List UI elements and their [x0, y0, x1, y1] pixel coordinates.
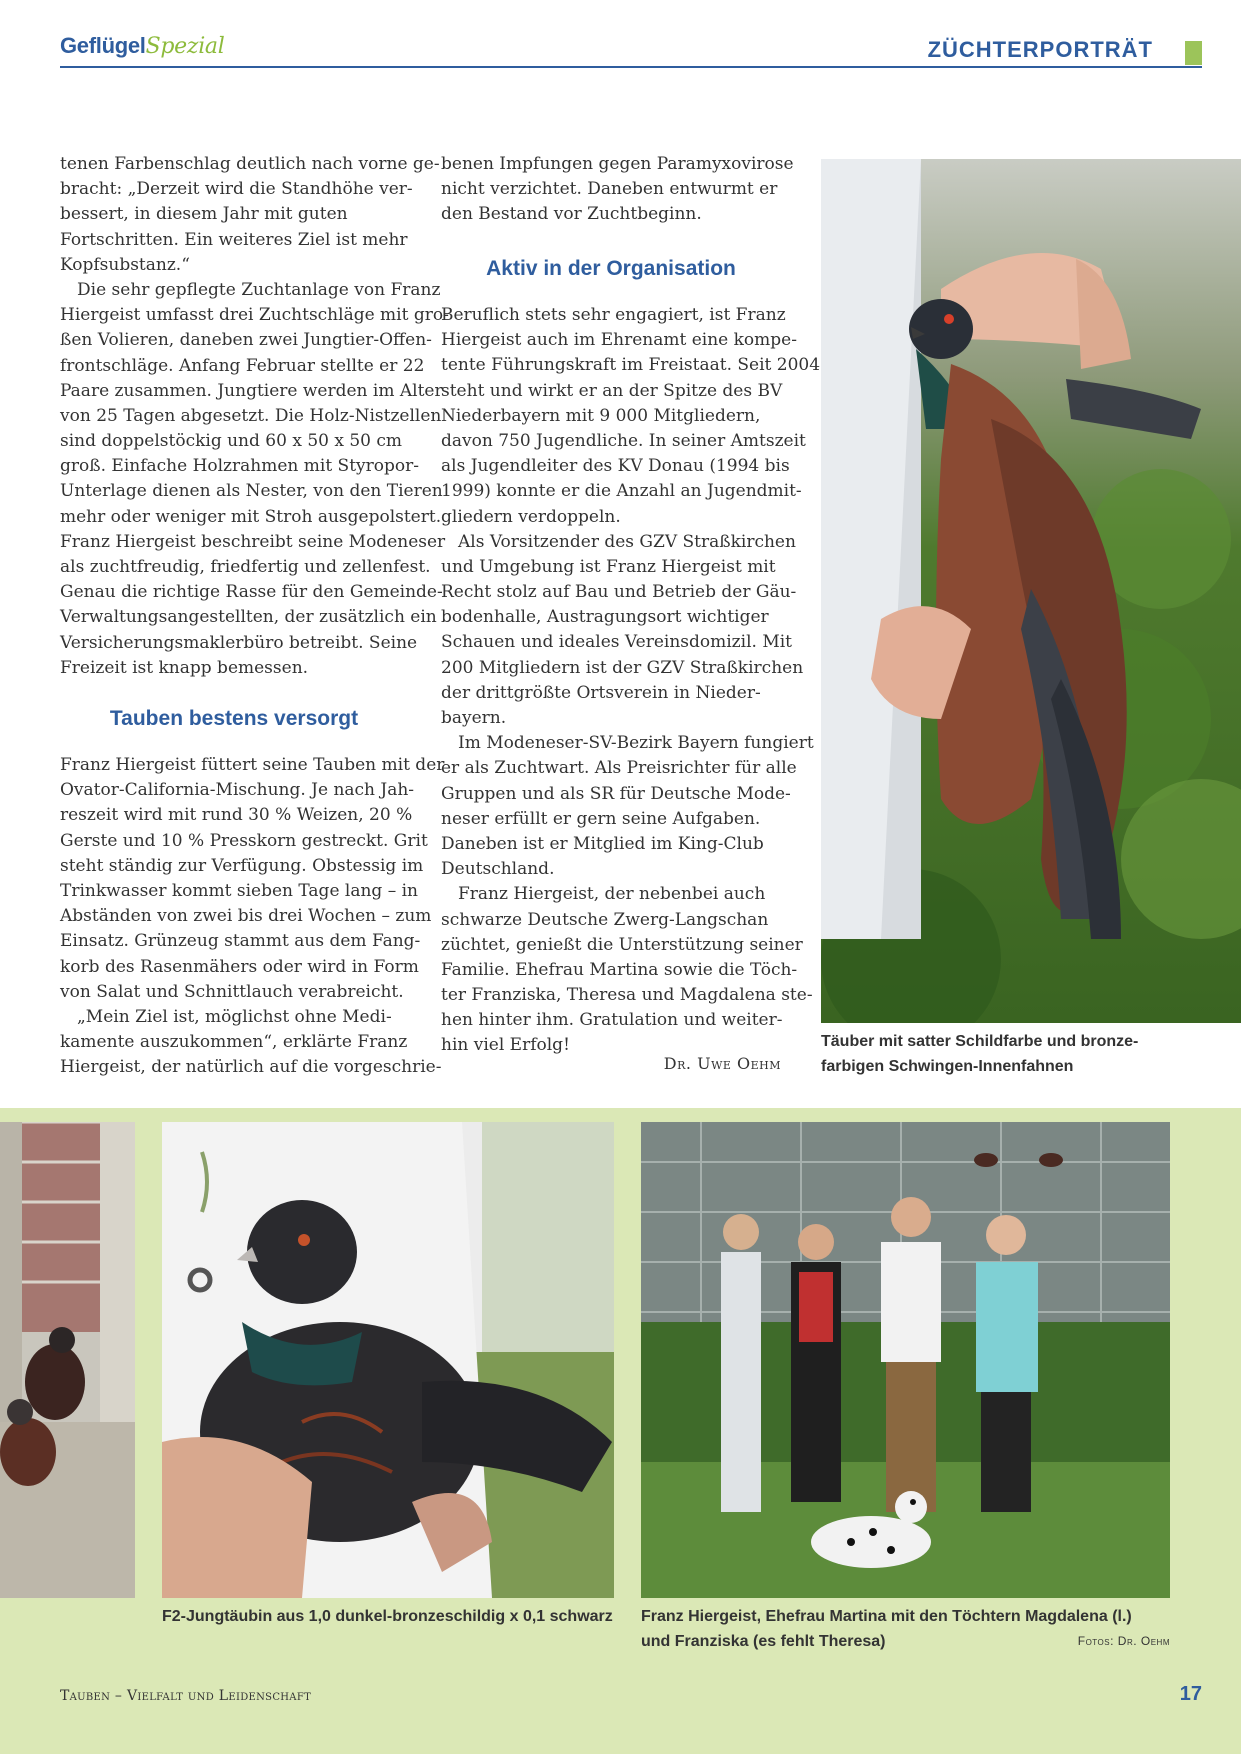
text-line: mehr oder weniger mit Stroh ausgepolstert. [60, 506, 442, 527]
text-line: Im Modeneser-SV-Bezirk Bayern fungiert [458, 733, 814, 754]
text-line: Unterlage dienen als Nester, von den Tieren [60, 481, 443, 502]
section-marker [1185, 41, 1202, 65]
photo-young-pigeon-hen [162, 1122, 614, 1598]
section-title: ZÜCHTERPORTRÄT [927, 37, 1153, 62]
text-line: Fortschritten. Ein weiteres Ziel ist mehr [60, 229, 408, 250]
text-line: gliedern verdoppeln. [441, 506, 621, 527]
text-line: ßen Volieren, daneben zwei Jungtier-Offen- [60, 330, 432, 351]
text-line: groß. Einfache Holzrahmen mit Styropor- [60, 456, 419, 477]
text-line: 200 Mitgliedern ist der GZV Straßkirchen [441, 657, 804, 678]
text-line: hin viel Erfolg! [441, 1035, 570, 1056]
photo-credit: Fotos: Dr. Oehm [1077, 1634, 1170, 1648]
text-line: Niederbayern mit 9 000 Mitgliedern, [441, 405, 761, 426]
text-line: Einsatz. Grünzeug stammt aus dem Fang- [60, 931, 421, 952]
page-number: 17 [1179, 1683, 1202, 1705]
text-line: Hiergeist, der natürlich auf die vorgeschrie- [60, 1057, 442, 1078]
article-column-2b [441, 303, 821, 1059]
text-line: Franz Hiergeist füttert seine Tauben mit der [60, 755, 445, 775]
text-line: Verwaltungsangestellten, der zusätzlich ein [60, 607, 437, 628]
text-line: korb des Rasenmähers oder wird in Form [60, 956, 419, 977]
text-line: Die sehr gepflegte Zuchtanlage von Franz [77, 279, 441, 300]
text-line: und Umgebung ist Franz Hiergeist mit [441, 556, 776, 577]
article-column-1 [60, 152, 449, 681]
caption-line: Franz Hiergeist, Ehefrau Martina mit den Töchtern Magdalena (l.) [641, 1608, 1132, 1625]
text-line: Paare zusammen. Jungtiere werden im Alter [60, 380, 443, 401]
article-column-2a [441, 152, 794, 228]
text-line: steht ständig zur Verfügung. Obstessig im [60, 855, 424, 876]
text-line: 1999) konnte er die Anzahl an Jugendmit- [441, 481, 802, 502]
text-line: „Mein Ziel ist, möglichst ohne Medi- [77, 1006, 392, 1027]
text-line: sind doppelstöckig und 60 x 50 x 50 cm [60, 431, 403, 452]
text-line: von Salat und Schnittlauch verabreicht. [60, 981, 404, 1002]
author-byline: Dr. Uwe Oehm [663, 1054, 781, 1073]
caption-line: farbigen Schwingen-Innenfahnen [821, 1058, 1074, 1075]
caption-bottom-middle: F2-Jungtäubin aus 1,0 dunkel-bronzeschildig x 0,1 schwarz [162, 1608, 613, 1625]
text-line: Genau die richtige Rasse für den Gemeinde- [60, 582, 443, 603]
text-line: Kopfsubstanz.“ [60, 254, 190, 275]
magazine-logo [60, 33, 224, 59]
text-line: benen Impfungen gegen Paramyxovirose [441, 154, 794, 174]
text-line: bessert, in diesem Jahr mit guten [60, 204, 348, 225]
text-line: Deutschland. [441, 859, 555, 880]
text-line: nicht verzichtet. Daneben entwurmt er [441, 179, 778, 200]
text-line: den Bestand vor Zuchtbeginn. [441, 204, 702, 225]
text-line: hen hinter ihm. Gratulation und weiter- [441, 1010, 783, 1031]
text-line: Schauen und ideales Vereinsdomizil. Mit [441, 632, 792, 653]
text-line: reszeit wird mit rund 30 % Weizen, 20 % [60, 805, 413, 826]
subheading-tauben: Tauben bestens versorgt [109, 707, 359, 730]
photo-family-group [641, 1122, 1170, 1598]
logo-main: Geflügel [60, 33, 146, 58]
text-line: schwarze Deutsche Zwerg-Langschan [441, 909, 769, 930]
text-line: Gruppen und als SR für Deutsche Mode- [441, 783, 791, 804]
text-line: bayern. [441, 708, 507, 728]
caption-line: Täuber mit satter Schildfarbe und bronze- [821, 1033, 1139, 1050]
text-line: er als Zuchtwart. Als Preisrichter für alle [441, 758, 797, 779]
text-line: züchtet, genießt die Unterstützung seiner [441, 934, 803, 955]
text-line: ter Franziska, Theresa und Magdalena ste- [441, 985, 813, 1006]
text-line: von 25 Tagen abgesetzt. Die Holz-Nistzellen [60, 405, 442, 426]
text-line: kamente auszukommen“, erklärte Franz [60, 1032, 408, 1053]
text-line: Ovator-California-Mischung. Je nach Jah- [60, 780, 415, 801]
text-line: Als Vorsitzender des GZV Straßkirchen [458, 531, 796, 552]
text-line: Abständen von zwei bis drei Wochen – zum [60, 906, 432, 927]
photo-pigeon-spread-wing [821, 159, 1241, 1023]
article-column-1b [60, 753, 445, 1080]
caption-top-right [821, 1029, 1241, 1079]
text-line: Franz Hiergeist beschreibt seine Modeneser [60, 531, 446, 552]
text-line: bodenhalle, Austragungsort wichtiger [441, 607, 769, 628]
subheading-organisation: Aktiv in der Organisation [486, 257, 736, 280]
text-line: steht und wirkt er an der Spitze des BV [441, 380, 783, 401]
text-line: Versicherungsmaklerbüro betreibt. Seine [60, 632, 418, 653]
caption-line: und Franziska (es fehlt Theresa) [641, 1633, 886, 1650]
text-line: Beruflich stets sehr engagiert, ist Franz [441, 305, 786, 325]
text-line: frontschläge. Anfang Februar stellte er 22 [60, 355, 425, 376]
text-line: neser erfüllt er gern seine Aufgaben. [441, 808, 761, 829]
text-line: bracht: „Derzeit wird die Standhöhe ver- [60, 179, 413, 200]
text-line: Recht stolz auf Bau und Betrieb der Gäu- [441, 582, 797, 603]
text-line: tente Führungskraft im Freistaat. Seit 2004 [441, 355, 821, 376]
header-rule [60, 66, 1202, 68]
text-line: Familie. Ehefrau Martina sowie die Töch- [441, 959, 798, 980]
text-line: Freizeit ist knapp bemessen. [60, 657, 309, 678]
text-line: der drittgrößte Ortsverein in Nieder- [441, 682, 761, 703]
text-line: als zuchtfreudig, friedfertig und zellenfest. [60, 557, 431, 577]
text-line: Hiergeist umfasst drei Zuchtschläge mit gro- [60, 305, 449, 326]
photo-pigeons-in-loft [0, 1122, 135, 1598]
text-line: Gerste und 10 % Presskorn gestreckt. Grit [60, 830, 428, 851]
text-line: Franz Hiergeist, der nebenbei auch [458, 884, 766, 905]
text-line: Daneben ist er Mitglied im King-Club [441, 833, 764, 854]
text-line: Trinkwasser kommt sieben Tage lang – in [60, 880, 419, 901]
text-line: tenen Farbenschlag deutlich nach vorne ge- [60, 154, 440, 174]
text-line: Hiergeist auch im Ehrenamt eine kompe- [441, 330, 797, 351]
footer-publication-title: Tauben – Vielfalt und Leidenschaft [60, 1688, 312, 1704]
logo-accent: Spezial [145, 34, 225, 59]
text-line: davon 750 Jugendliche. In seiner Amtszeit [441, 430, 806, 451]
text-line: als Jugendleiter des KV Donau (1994 bis [441, 456, 790, 477]
